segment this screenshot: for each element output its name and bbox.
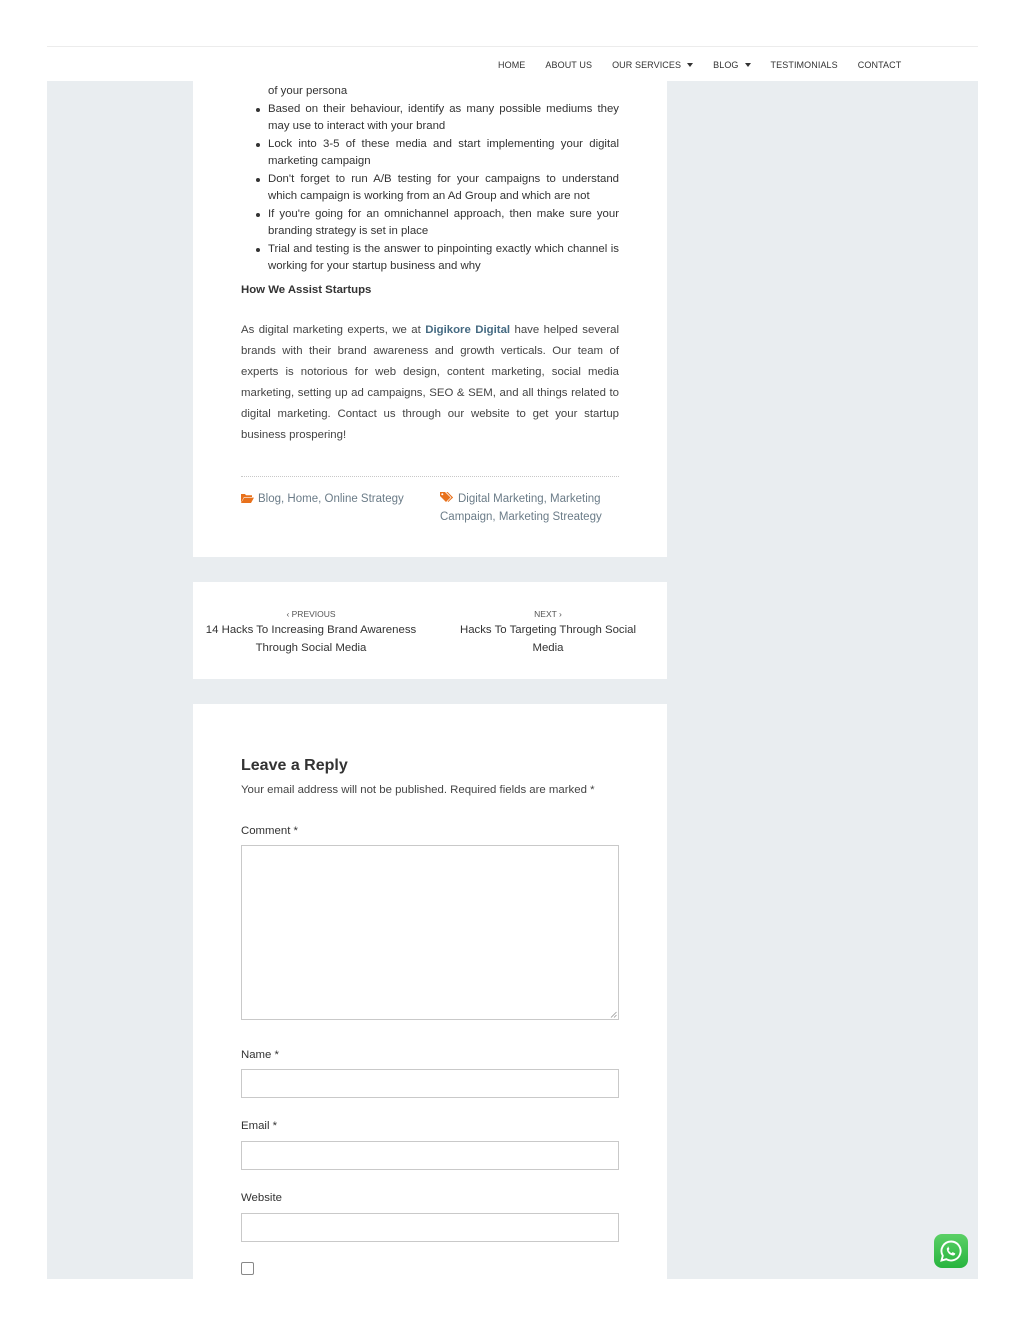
list-item: If you're going for an omnichannel approach, then make sure your branding strategy is set in place — [241, 206, 619, 241]
required-fields-note: Your email address will not be published. Required fields are marked * — [241, 784, 595, 796]
meta-divider — [241, 476, 619, 477]
nav-blog-label: BLOG — [713, 59, 739, 70]
paragraph-text-end: have helped several brands with their brand awareness and growth verticals. Our team of experts is notorious for web design, content marketing, social media marketing, setting up ad campaigns, SEO & SEM, and all things related to digital marketing. Contact us through our website to get your startup business prospering! — [241, 324, 620, 441]
category-link-home[interactable]: Home — [287, 493, 319, 505]
nav-about-us-label: ABOUT US — [545, 59, 593, 70]
nav-home-label: HOME — [498, 59, 526, 70]
nav-our-services-label: OUR SERVICES — [612, 59, 682, 70]
article-paragraph — [241, 320, 619, 445]
nav-testimonials-label: TESTIMONIALS — [770, 59, 838, 70]
post-navigation — [193, 582, 667, 679]
comment-label: Comment * — [241, 825, 298, 837]
nav-our-services[interactable] — [612, 60, 693, 70]
top-navbar — [47, 46, 978, 81]
resize-grip-icon[interactable] — [610, 1011, 617, 1018]
section-heading: How We Assist Startups — [241, 284, 372, 296]
nav-contact[interactable] — [858, 60, 902, 70]
website-label: Website — [241, 1192, 282, 1204]
tag-link-marketing-streategy[interactable]: Marketing Streategy — [498, 510, 602, 523]
tips-list — [241, 81, 619, 276]
whatsapp-icon — [939, 1239, 963, 1263]
tags-icon — [440, 492, 454, 503]
previous-post-title: 14 Hacks To Increasing Brand Awareness Through Social Media — [205, 624, 417, 654]
comment-textarea[interactable] — [241, 845, 619, 1020]
nav-blog[interactable] — [713, 60, 750, 70]
post-categories: Blog, Home, Online Strategy — [241, 491, 431, 509]
name-label: Name * — [241, 1049, 279, 1061]
previous-post-link[interactable] — [203, 609, 419, 657]
tag-link-digital-marketing[interactable]: Digital Marketing — [458, 493, 544, 505]
next-label: NEXT › — [534, 609, 562, 619]
next-post-link[interactable] — [445, 609, 651, 657]
nav-testimonials[interactable] — [771, 60, 838, 70]
list-item: Don't forget to run A/B testing for your campaigns to understand which campaign is working from an Ad Group and which are not — [241, 171, 619, 206]
name-field[interactable] — [241, 1069, 619, 1098]
list-item: Based on their behaviour, identify as many possible mediums they may use to interact with your brand — [241, 101, 619, 136]
list-item: Trial and testing is the answer to pinpointing exactly which channel is working for your startup business and why — [241, 241, 619, 276]
article-card — [193, 81, 667, 557]
paragraph-text-start: As digital marketing experts, we at — [241, 324, 426, 336]
reply-title: Leave a Reply — [241, 757, 348, 774]
main-menu — [498, 47, 921, 82]
previous-label: ‹ PREVIOUS — [286, 609, 336, 619]
category-link-blog[interactable]: Blog — [258, 493, 282, 505]
list-item: of your persona — [268, 85, 348, 97]
list-item: Lock into 3-5 of these media and start implementing your digital marketing campaign — [241, 136, 619, 171]
email-field[interactable] — [241, 1141, 619, 1170]
next-post-title: Hacks To Targeting Through Social Media — [459, 624, 637, 654]
nav-home[interactable] — [498, 60, 525, 70]
nav-contact-label: CONTACT — [857, 59, 902, 70]
post-tags: Digital Marketing, Marketing Campaign, Marketing Streategy — [440, 493, 602, 523]
email-label: Email * — [241, 1120, 278, 1132]
category-link-online-strategy[interactable]: Online Strategy — [324, 493, 404, 505]
folder-open-icon — [241, 493, 254, 503]
whatsapp-chat-button[interactable] — [934, 1234, 968, 1268]
comment-form-card — [193, 704, 667, 1279]
website-field[interactable] — [241, 1213, 619, 1242]
nav-about-us[interactable] — [545, 60, 592, 70]
caret-down-icon — [745, 63, 751, 67]
tag-link-marketing-campaign[interactable]: Marketing Campaign — [440, 493, 601, 523]
save-details-checkbox[interactable] — [241, 1262, 254, 1275]
caret-down-icon — [687, 63, 693, 67]
digikore-digital-link[interactable]: Digikore Digital — [425, 324, 511, 336]
